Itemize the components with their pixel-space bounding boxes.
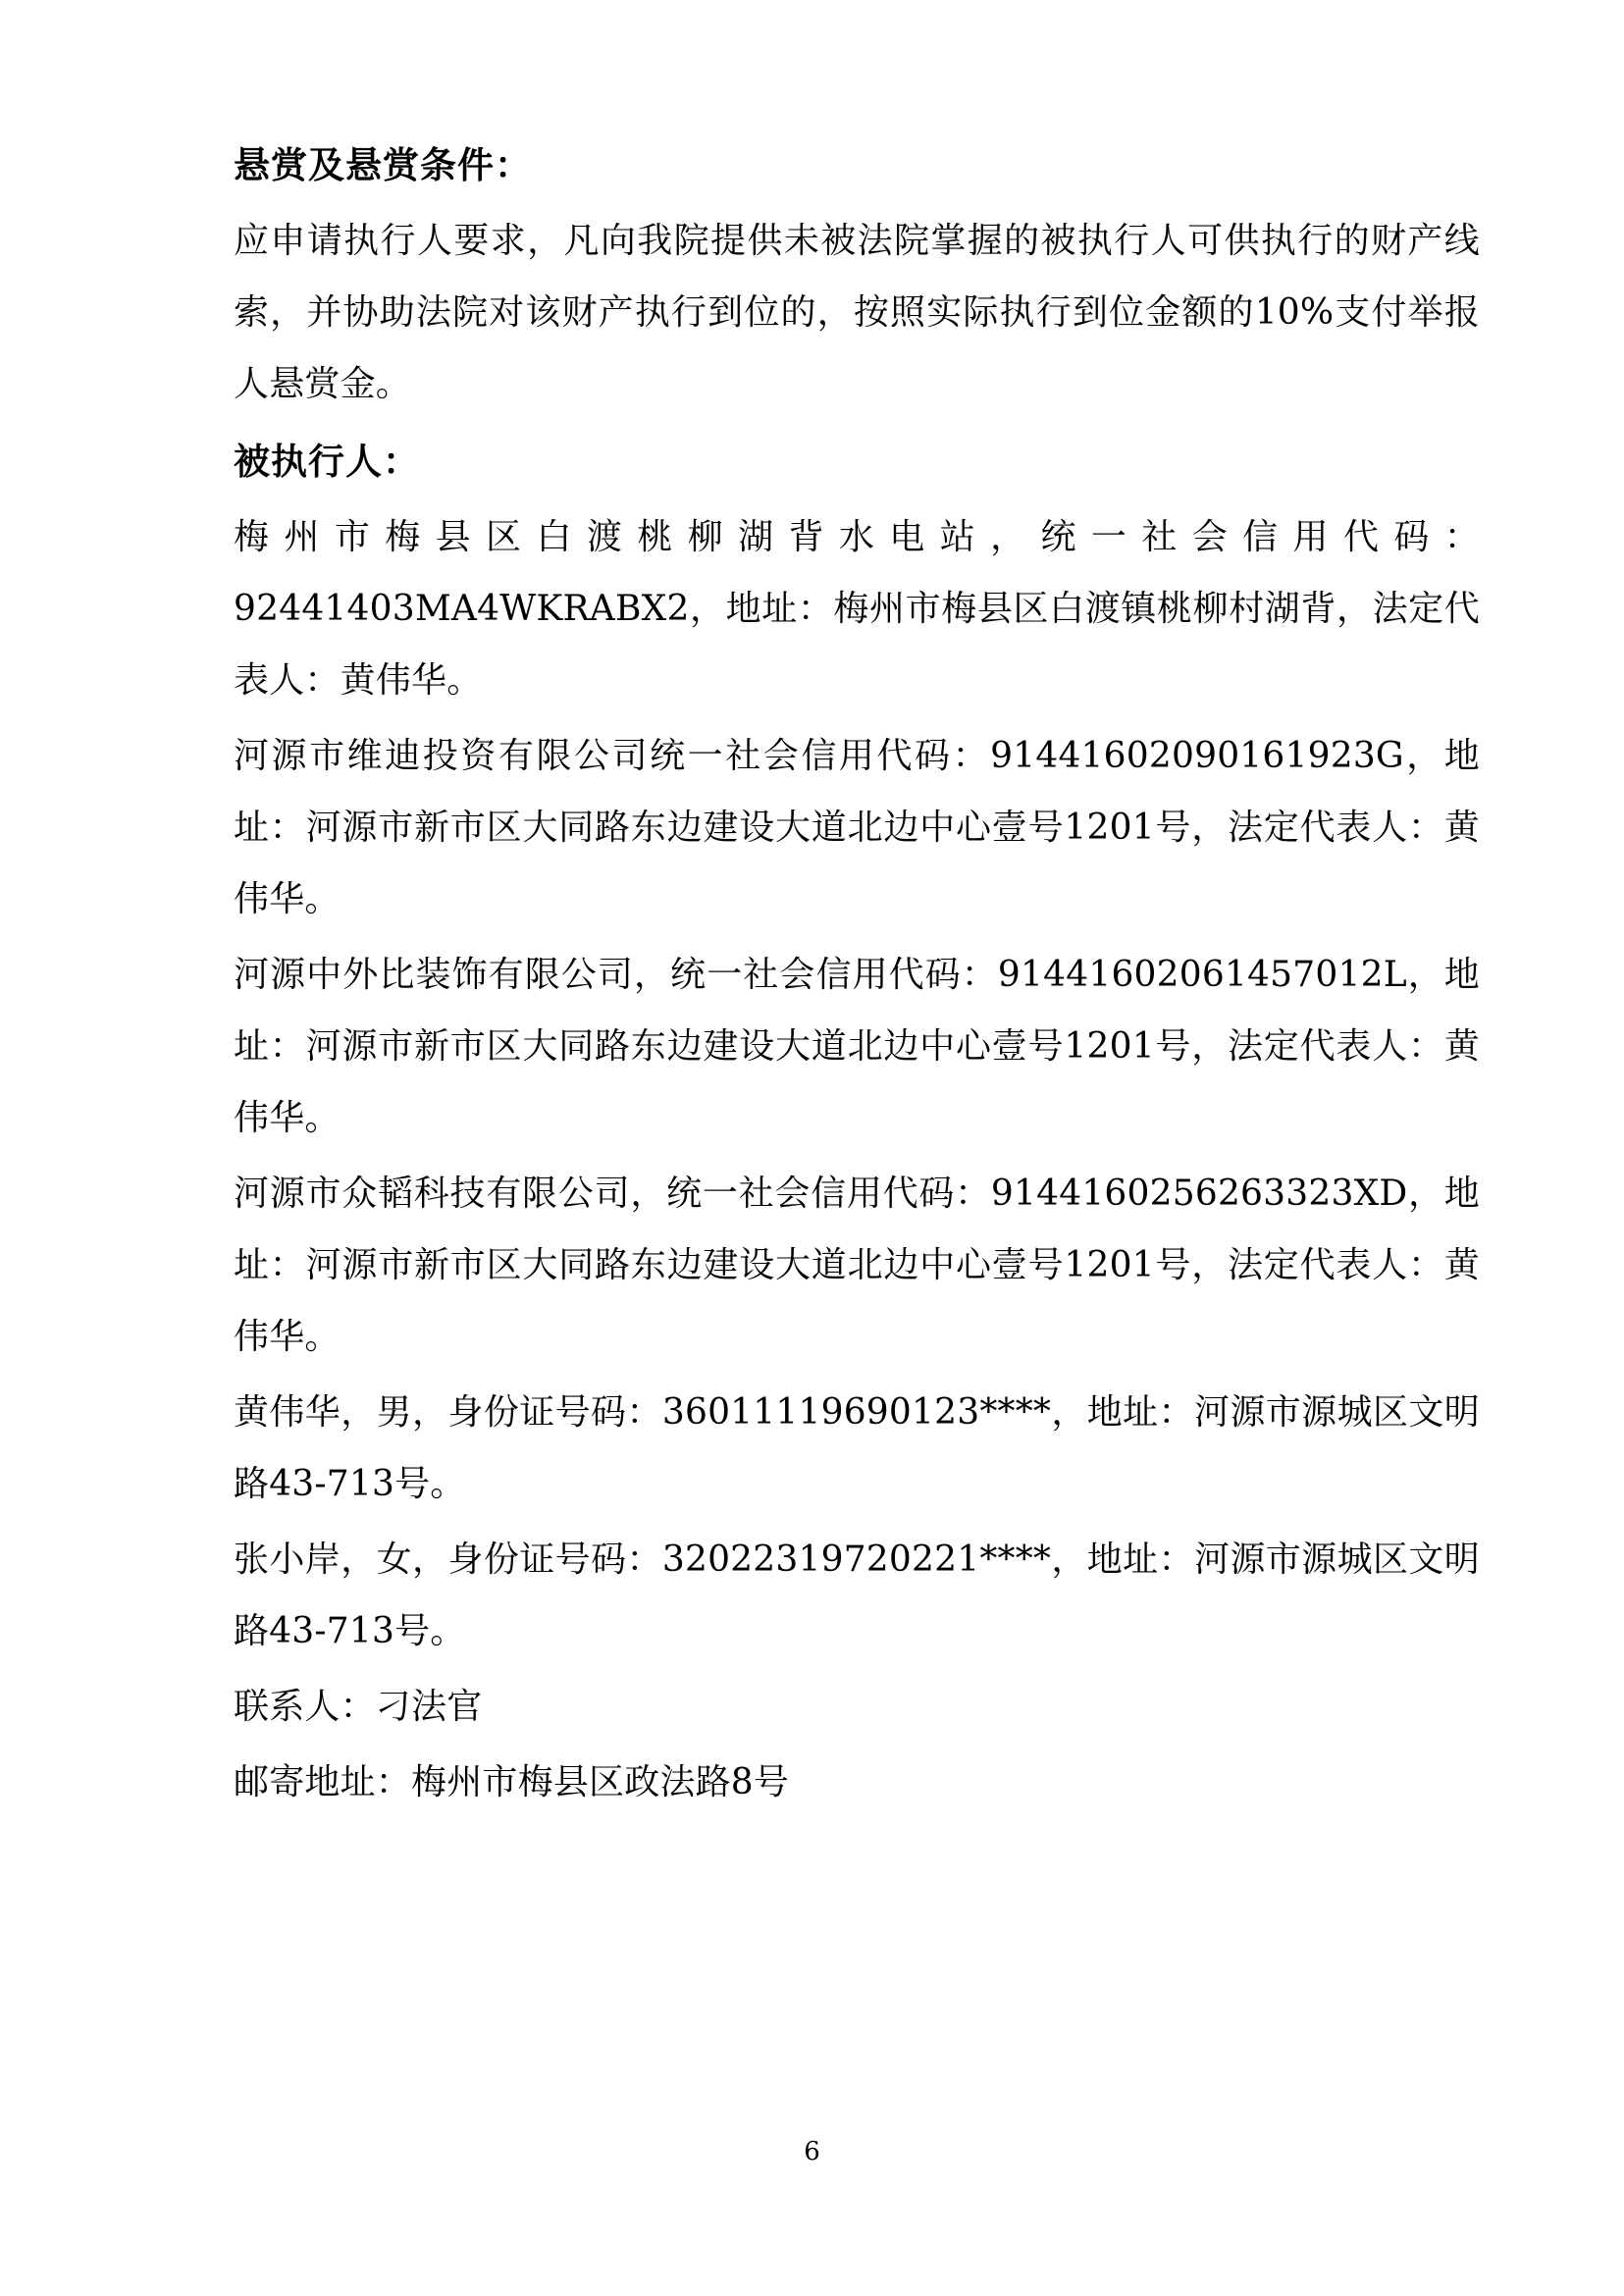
section-heading-reward: 悬赏及悬赏条件： [234, 144, 532, 186]
paragraph-debtor-5: 黄伟华，男，身份证号码：36011119690123****，地址：河源市源城区文明路43-713号。 [234, 1392, 1480, 1504]
paragraph-mailing-address: 邮寄地址：梅州市梅县区政法路8号 [234, 1762, 790, 1802]
document-body [234, 144, 1480, 1822]
section-heading-judgment-debtors: 被执行人： [234, 441, 420, 483]
paragraph-reward-conditions: 应申请执行人要求，凡向我院提供未被法院掌握的被执行人可供执行的财产线索，并协助法院对该财产执行到位的，按照实际执行到位金额的10%支付举报人悬赏金。 [234, 221, 1480, 404]
page-number: 6 [804, 2137, 820, 2166]
paragraph-debtor-3: 河源中外比装饰有限公司，统一社会信用代码：91441602061457012L，地址：河源市新市区大同路东边建设大道北边中心壹号1201号，法定代表人：黄伟华。 [234, 955, 1480, 1138]
paragraph-debtor-6: 张小岸，女，身份证号码：32022319720221****，地址：河源市源城区文明路43-713号。 [234, 1539, 1480, 1651]
paragraph-debtor-2: 河源市维迪投资有限公司统一社会信用代码：91441602090161923G，地址：河源市新市区大同路东边建设大道北边中心壹号1201号，法定代表人：黄伟华。 [234, 736, 1480, 919]
paragraph-contact-person: 联系人：刁法官 [234, 1687, 483, 1727]
paragraph-debtor-4: 河源市众韬科技有限公司，统一社会信用代码：9144160256263323XD，地址：河源市新市区大同路东边建设大道北边中心壹号1201号，法定代表人：黄伟华。 [234, 1174, 1480, 1357]
paragraph-debtor-1: 梅州市梅县区白渡桃柳湖背水电站，统一社会信用代码：92441403MA4WKRABX2，地址：梅州市梅县区白渡镇桃柳村湖背，法定代表人：黄伟华。 [234, 517, 1480, 701]
